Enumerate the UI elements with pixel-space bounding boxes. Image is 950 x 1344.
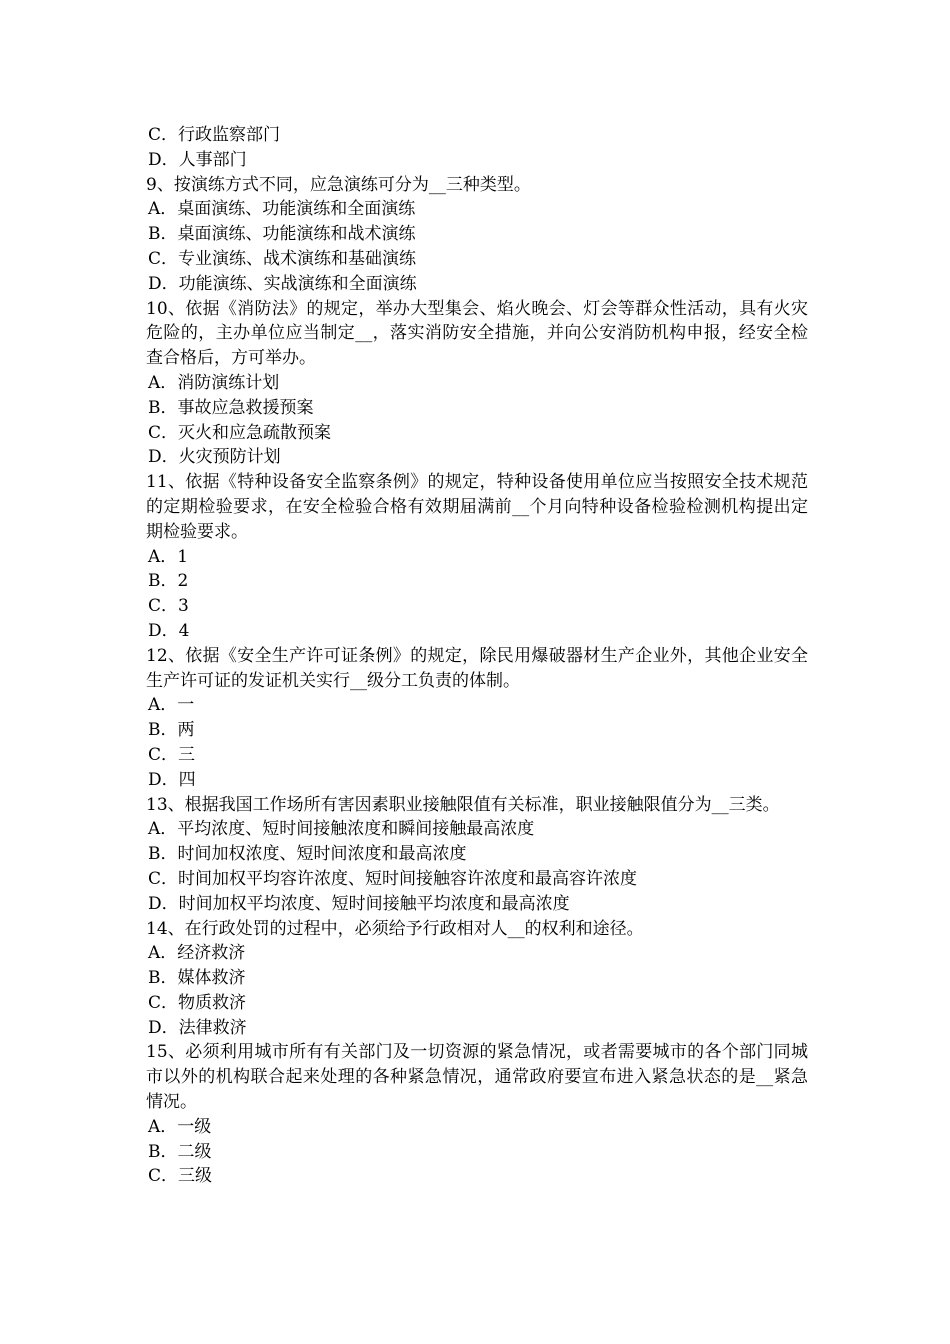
document-body	[146, 123, 808, 1189]
option-line: B．桌面演练、功能演练和战术演练	[148, 224, 416, 245]
option-line: A．一	[148, 695, 195, 716]
option-line: D．时间加权平均浓度、短时间接触平均浓度和最高浓度	[148, 893, 570, 914]
option-line: B．媒体救济	[148, 968, 246, 989]
question-stem: 15、必须利用城市所有有关部门及一切资源的紧急情况，或者需要城市的各个部门同城市以外的机构联合起来处理的各种紧急情况，通常政府要宣布进入紧急状态的是__紧急情况。	[146, 1042, 808, 1113]
option-line: A．平均浓度、短时间接触浓度和瞬间接触最高浓度	[148, 819, 535, 840]
option-line: C．3	[148, 596, 189, 617]
option-line: C．专业演练、战术演练和基础演练	[148, 248, 417, 269]
option-line: B．两	[148, 720, 195, 741]
question-stem: 14、在行政处罚的过程中，必须给予行政相对人__的权利和途径。	[146, 918, 644, 939]
option-line: B．2	[148, 571, 189, 592]
option-line: D．四	[148, 769, 196, 790]
option-line: C．物质救济	[148, 992, 247, 1013]
option-line: C．三	[148, 744, 196, 765]
option-line: C．时间加权平均容许浓度、短时间接触容许浓度和最高容许浓度	[148, 868, 638, 889]
option-line: A．经济救济	[148, 943, 246, 964]
question-stem: 10、依据《消防法》的规定，举办大型集会、焰火晚会、灯会等群众性活动，具有火灾危险的，主办单位应当制定__，落实消防安全措施，并向公安消防机构申报，经安全检查合格后，方可举办。	[146, 298, 808, 369]
option-line: C．灭火和应急疏散预案	[148, 422, 332, 443]
question-stem: 9、按演练方式不同，应急演练可分为__三种类型。	[146, 174, 531, 195]
option-line: B．事故应急救援预案	[148, 397, 314, 418]
question-stem: 12、依据《安全生产许可证条例》的规定，除民用爆破器材生产企业外，其他企业安全生产许可证的发证机关实行__级分工负责的体制。	[146, 645, 808, 691]
option-line: B．时间加权浓度、短时间浓度和最高浓度	[148, 844, 467, 865]
question-stem: 11、依据《特种设备安全监察条例》的规定，特种设备使用单位应当按照安全技术规范的定期检验要求，在安全检验合格有效期届满前__个月向特种设备检验检测机构提出定期检验要求。	[146, 472, 808, 542]
option-line: C．三级	[148, 1166, 213, 1187]
option-line: A．1	[148, 546, 189, 567]
option-line: C．行政监察部门	[148, 125, 281, 145]
option-line: D．4	[148, 620, 190, 641]
option-line: A．桌面演练、功能演练和全面演练	[148, 199, 416, 220]
option-line: D．人事部门	[148, 149, 247, 170]
option-line: A．一级	[148, 1116, 212, 1137]
option-line: B．二级	[148, 1141, 212, 1162]
option-line: D．功能演练、实战演练和全面演练	[148, 273, 417, 294]
question-stem: 13、根据我国工作场所有害因素职业接触限值有关标准，职业接触限值分为__三类。	[146, 794, 780, 815]
option-line: D．火灾预防计划	[148, 447, 281, 468]
option-line: A．消防演练计划	[148, 372, 280, 393]
option-line: D．法律救济	[148, 1017, 247, 1038]
